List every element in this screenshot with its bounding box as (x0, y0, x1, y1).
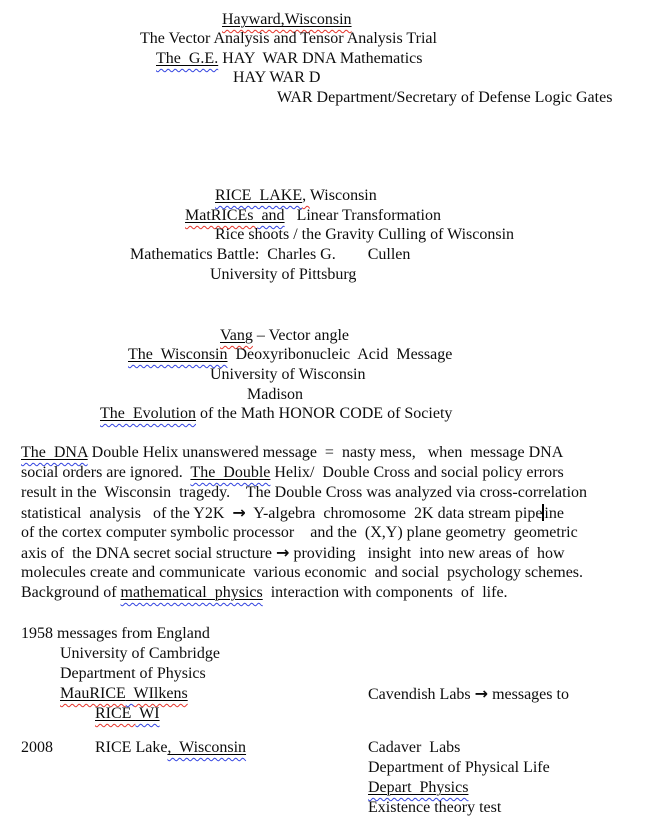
spellcheck-underline: Hayward,Wisconsin (222, 11, 352, 28)
underlined-text (220, 327, 253, 344)
doc-line: Madison (247, 386, 303, 403)
grammar-underline: mathematical physics (120, 584, 263, 601)
grammar-underline: , Wisconsin (167, 739, 247, 756)
text-run: statistical analysis of the Y2K (21, 505, 233, 522)
paragraph-line (21, 503, 564, 524)
spellcheck-underline: RICE (95, 705, 136, 722)
text-run: Deoxyribonucleic Acid Message (227, 346, 453, 363)
text-run: Helix/ Double Cross and social policy errors (270, 464, 564, 481)
doc-line: 2008 (21, 739, 53, 756)
doc-line: Existence theory test (368, 799, 502, 816)
text-run: – Vector angle (252, 327, 350, 344)
grammar-underline: Depart Physics (368, 779, 469, 796)
doc-line (215, 186, 377, 206)
text-run: Cavendish Labs (368, 686, 475, 703)
text-run: RICE Lake (95, 739, 168, 756)
spellcheck-underline: WIlkens (133, 685, 188, 702)
text-run: social orders are ignored. (21, 464, 191, 481)
grammar-underline (126, 685, 134, 702)
underlined-text (156, 50, 218, 67)
right-arrow-icon: → (276, 543, 290, 562)
grammar-underline: The Double (190, 464, 271, 481)
grammar-underline: The DNA (21, 444, 88, 461)
doc-line: University of Wisconsin (210, 366, 366, 383)
paragraph-line: of the cortex computer symbolic processor and the (X,Y) plane geometry geometric (21, 524, 578, 541)
doc-line: Department of Physics (60, 665, 206, 682)
underlined-text (121, 584, 263, 601)
doc-line (60, 684, 188, 704)
grammar-underline: The Evolution (100, 405, 196, 422)
doc-line: University of Pittsburg (210, 266, 357, 283)
text-run: Double Helix unanswered message = nasty mess, when message DNA (87, 444, 564, 461)
doc-line: University of Cambridge (60, 645, 220, 662)
grammar-underline: WI (135, 705, 160, 722)
spellcheck-underline: MauRICE (60, 685, 126, 702)
paragraph-line: result in the Wisconsin tragedy. The Double Cross was analyzed via cross-correlation (21, 484, 588, 501)
doc-line (128, 345, 452, 365)
text-run: Wisconsin (309, 187, 377, 204)
text-run: Linear Transformation (284, 207, 441, 224)
paragraph-line (21, 463, 564, 483)
doc-line: HAY WAR D (233, 69, 321, 86)
right-arrow-icon: → (474, 684, 489, 703)
underlined-text (368, 779, 468, 796)
doc-line (368, 684, 569, 705)
text-run: Background of (21, 584, 121, 601)
doc-line: The Vector Analysis and Tensor Analysis Trial (140, 30, 437, 47)
grammar-underline: RICE LAKE (215, 187, 303, 204)
right-arrow-icon: → (232, 503, 246, 522)
underlined-text (185, 207, 285, 224)
underlined-text (190, 464, 270, 481)
doc-line: Department of Physical Life (368, 759, 550, 776)
paragraph-line: molecules create and communicate various economic and social psychology schemes. (21, 564, 584, 581)
doc-line: WAR Department/Secretary of Defense Logic Gates (277, 89, 613, 106)
text-run: of the Math HONOR CODE of Society (195, 405, 453, 422)
grammar-underline: The G.E. (156, 50, 219, 67)
doc-line (185, 206, 441, 226)
underlined-text (21, 444, 88, 461)
text-run: messages to (488, 686, 569, 703)
doc-line (95, 738, 246, 758)
doc-line: 1958 messages from England (21, 625, 210, 642)
underlined-text (215, 187, 302, 204)
doc-line: Cadaver Labs (368, 739, 461, 756)
doc-line: Rice shoots / the Gravity Culling of Wisconsin (215, 226, 515, 243)
doc-line (100, 404, 452, 424)
underlined-text (222, 11, 352, 28)
text-run: HAY WAR DNA Mathematics (218, 50, 423, 67)
doc-line (368, 778, 468, 798)
grammar-underline: The Wisconsin (128, 346, 228, 363)
text-run: interaction with components of life. (262, 584, 508, 601)
underlined-text (60, 685, 188, 702)
paragraph-line (21, 543, 565, 564)
paragraph-line (21, 583, 508, 603)
spellcheck-underline: , (302, 187, 310, 204)
text-run: Y-algebra chromosome 2K data stream pipe (245, 505, 543, 522)
spellcheck-underline: MatRICEs (185, 207, 258, 224)
text-run: ine (544, 505, 564, 522)
underlined-text (95, 705, 160, 722)
text-run: providing insight into new areas of how (289, 545, 565, 562)
grammar-underline: and (257, 207, 285, 224)
doc-line (222, 10, 352, 30)
doc-line (95, 704, 160, 724)
spellcheck-underline: Vang (220, 327, 253, 344)
paragraph-line (21, 443, 563, 463)
underlined-text (167, 739, 246, 756)
doc-line (156, 49, 423, 69)
underlined-text (128, 346, 228, 363)
underlined-text (100, 405, 196, 422)
doc-line: Mathematics Battle: Charles G. Cullen (130, 246, 411, 263)
doc-line (220, 326, 349, 346)
text-run: axis of the DNA secret social structure (21, 545, 277, 562)
